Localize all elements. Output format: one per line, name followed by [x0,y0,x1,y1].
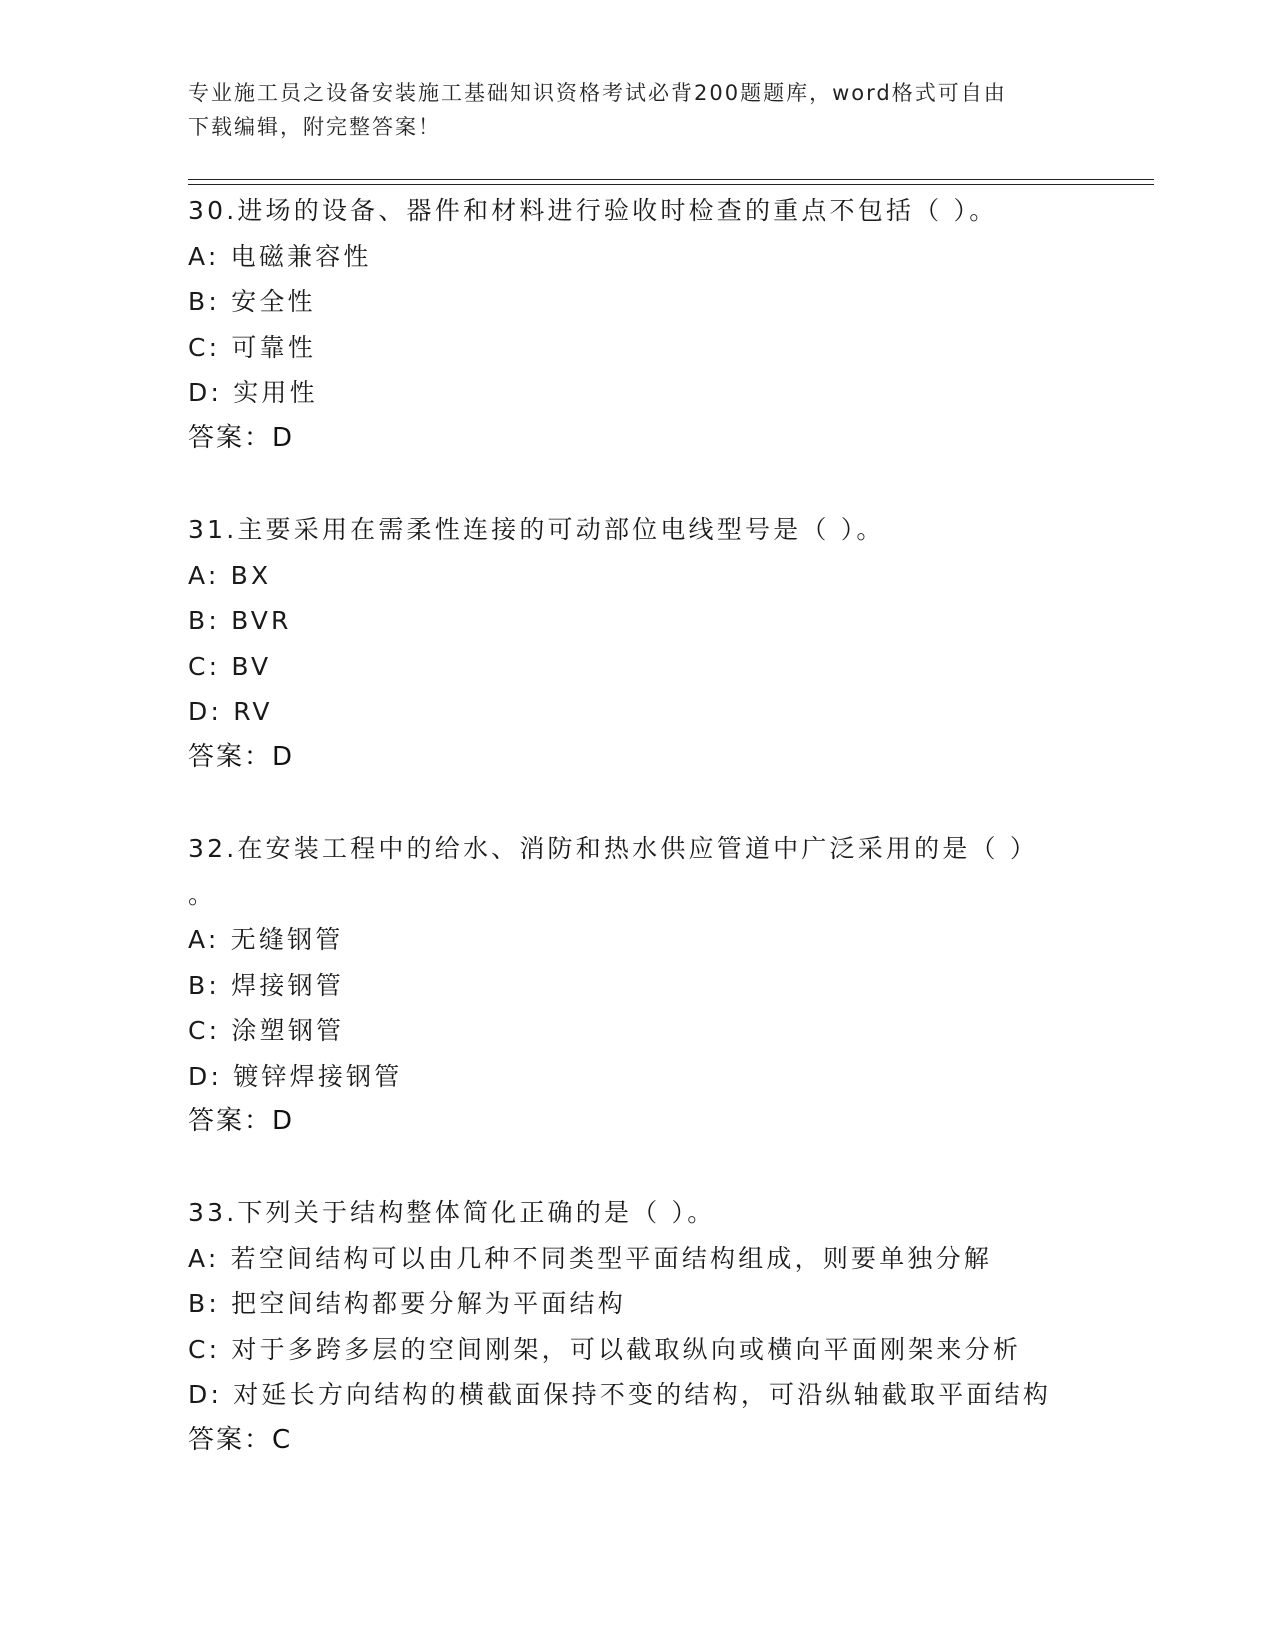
question-30 [188,188,1088,461]
header-divider-top [188,179,1154,180]
option-a: A: 无缝钢管 [188,925,344,954]
header-line-1: 专业施工员之设备安装施工基础知识资格考试必背200题题库，word格式可自由 [188,81,1007,105]
question-31 [188,507,1088,780]
option-c: C: BV [188,651,272,681]
question-stem: 31.主要采用在需柔性连接的可动部位电线型号是（ ）。 [188,515,885,544]
question-stem: 32.在安装工程中的给水、消防和热水供应管道中广泛采用的是（ ） [188,834,1039,863]
option-b: B: 把空间结构都要分解为平面结构 [188,1289,626,1318]
answer-line: 答案：D [188,1106,295,1136]
answer-line: 答案：D [188,741,295,772]
header-divider-bottom [188,184,1154,185]
answer-line: 答案：C [188,1424,293,1455]
option-b: B: BVR [188,606,292,635]
question-33 [188,1190,1088,1463]
option-c: C: 可靠性 [188,332,317,362]
question-32 [188,826,1088,1145]
option-c: C: 对于多跨多层的空间刚架，可以截取纵向或横向平面刚架来分析 [188,1334,1022,1364]
option-a: A: BX [188,560,272,590]
option-d: D: RV [188,697,273,726]
question-stem: 30.进场的设备、器件和材料进行验收时检查的重点不包括（ ）。 [188,196,998,225]
option-d: D: 镀锌焊接钢管 [188,1061,403,1091]
option-a: A: 电磁兼容性 [188,241,372,271]
answer-line: 答案：D [188,422,295,453]
document-header [188,76,1068,144]
option-d: D: 对延长方向结构的横截面保持不变的结构，可沿纵轴截取平面结构 [188,1380,1052,1409]
question-stem: 33.下列关于结构整体简化正确的是（ ）。 [188,1198,716,1227]
question-stem-continuation: 。 [188,879,217,909]
option-a: A: 若空间结构可以由几种不同类型平面结构组成，则要单独分解 [188,1243,993,1273]
option-d: D: 实用性 [188,378,318,407]
option-b: B: 安全性 [188,287,316,316]
option-c: C: 涂塑钢管 [188,1016,345,1045]
header-line-2: 下载编辑，附完整答案！ [188,115,441,139]
option-b: B: 焊接钢管 [188,970,344,1000]
